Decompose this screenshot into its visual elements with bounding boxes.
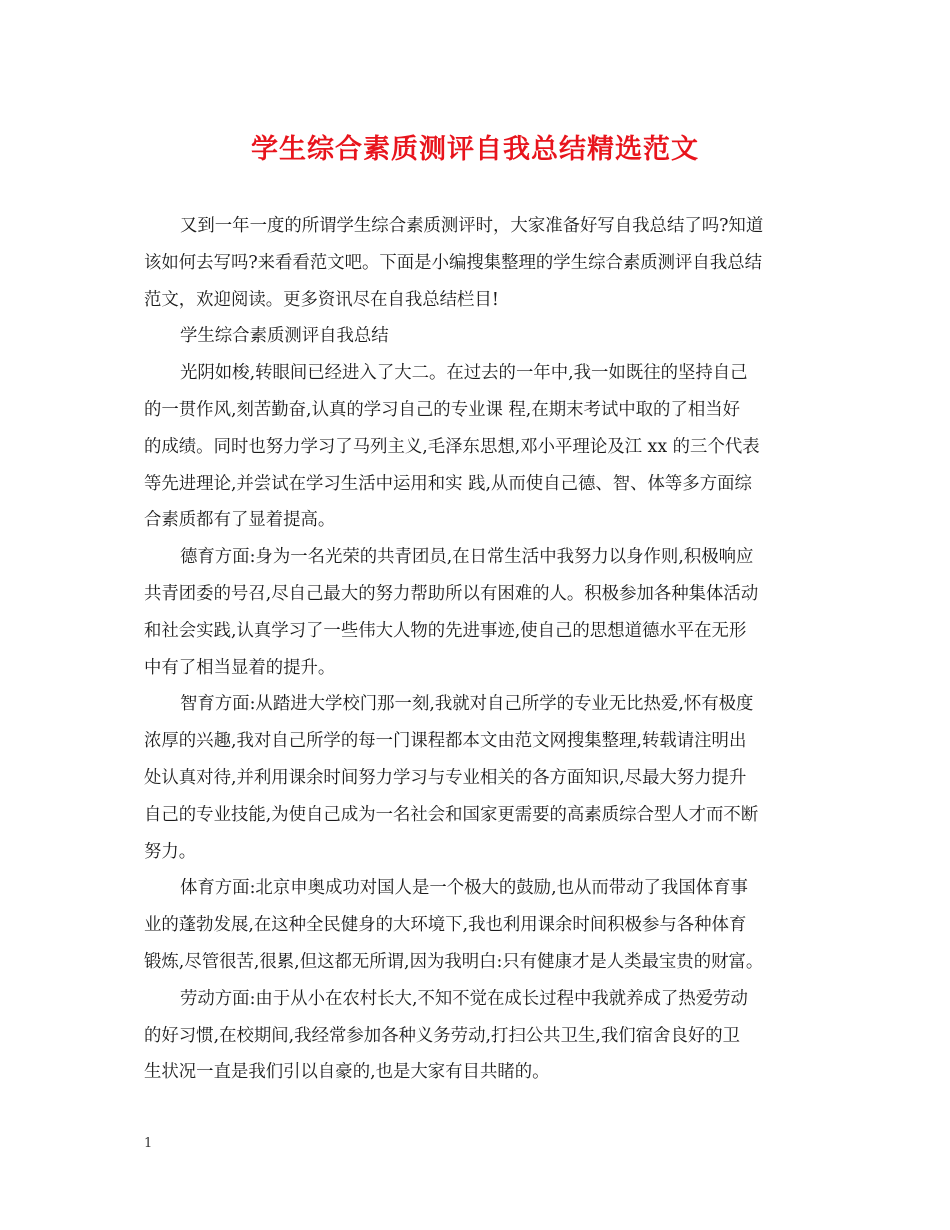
text-line: 等先进理论,并尝试在学习生活中运用和实 践,从而使自己德、智、体等多方面综 — [144, 473, 752, 494]
page-title: 学生综合素质测评自我总结精选范文 — [251, 134, 699, 165]
text-line: 该如何去写吗?来看看范文吧。下面是小编搜集整理的学生综合素质测评自我总结 — [144, 252, 762, 273]
text-line: 智育方面:从踏进大学校门那一刻,我就对自己所学的专业无比热爱,怀有极度 — [180, 694, 754, 715]
text-line: 锻炼,尽管很苦,很累,但这都无所谓,因为我明白:只有健康才是人类最宝贵的财富。 — [144, 951, 764, 972]
text-line: 学生综合素质测评自我总结 — [180, 326, 389, 347]
text-line: 共青团委的号召,尽自己最大的努力帮助所以有困难的人。积极参加各种集体活动 — [144, 583, 759, 604]
text-line: 中有了相当显着的提升。 — [144, 657, 336, 678]
document-body — [144, 208, 820, 1091]
text-line: 处认真对待,并利用课余时间努力学习与专业相关的各方面知识,尽最大努力提升 — [144, 767, 747, 788]
text-line: 德育方面:身为一名光荣的共青团员,在日常生活中我努力以身作则,积极响应 — [180, 547, 754, 568]
text-line: 和社会实践,认真学习了一些伟大人物的先进事迹,使自己的思想道德水平在无形 — [144, 620, 747, 641]
text-line: 光阴如梭,转眼间已经进入了大二。在过去的一年中,我一如既往的坚持自己 — [180, 363, 748, 384]
text-line: 努力。 — [144, 841, 197, 862]
text-line: 业的蓬勃发展,在这种全民健身的大环境下,我也利用课余时间积极参与各种体育 — [144, 915, 747, 936]
text-line: 体育方面:北京申奥成功对国人是一个极大的鼓励,也从而带动了我国体育事 — [180, 878, 748, 899]
text-line: 浓厚的兴趣,我对自己所学的每一门课程都本文由范文网搜集整理,转载请注明出 — [144, 731, 747, 752]
page-number: 1 — [144, 1136, 153, 1151]
text-line: 合素质都有了显着提高。 — [144, 510, 336, 531]
text-line: 生状况一直是我们引以自豪的,也是大家有目共睹的。 — [144, 1062, 550, 1083]
text-line: 范文，欢迎阅读。更多资讯尽在自我总结栏目! — [144, 289, 499, 310]
text-line: 又到一年一度的所谓学生综合素质测评时，大家准备好写自我总结了吗?知道 — [180, 216, 764, 236]
text-line: 的一贯作风,刻苦勤奋,认真的学习自己的专业课 程,在期末考试中取的了相当好 — [144, 399, 741, 420]
text-line: 的好习惯,在校期间,我经常参加各种义务劳动,打扫公共卫生,我们宿舍良好的卫 — [144, 1025, 741, 1046]
text-line: 劳动方面:由于从小在农村长大,不知不觉在成长过程中我就养成了热爱劳动 — [180, 988, 748, 1009]
text-line: 自己的专业技能,为使自己成为一名社会和国家更需要的高素质综合型人才而不断 — [144, 804, 759, 825]
text-line: 的成绩。同时也努力学习了马列主义,毛泽东思想,邓小平理论及江 xx 的三个代表 — [144, 436, 760, 457]
